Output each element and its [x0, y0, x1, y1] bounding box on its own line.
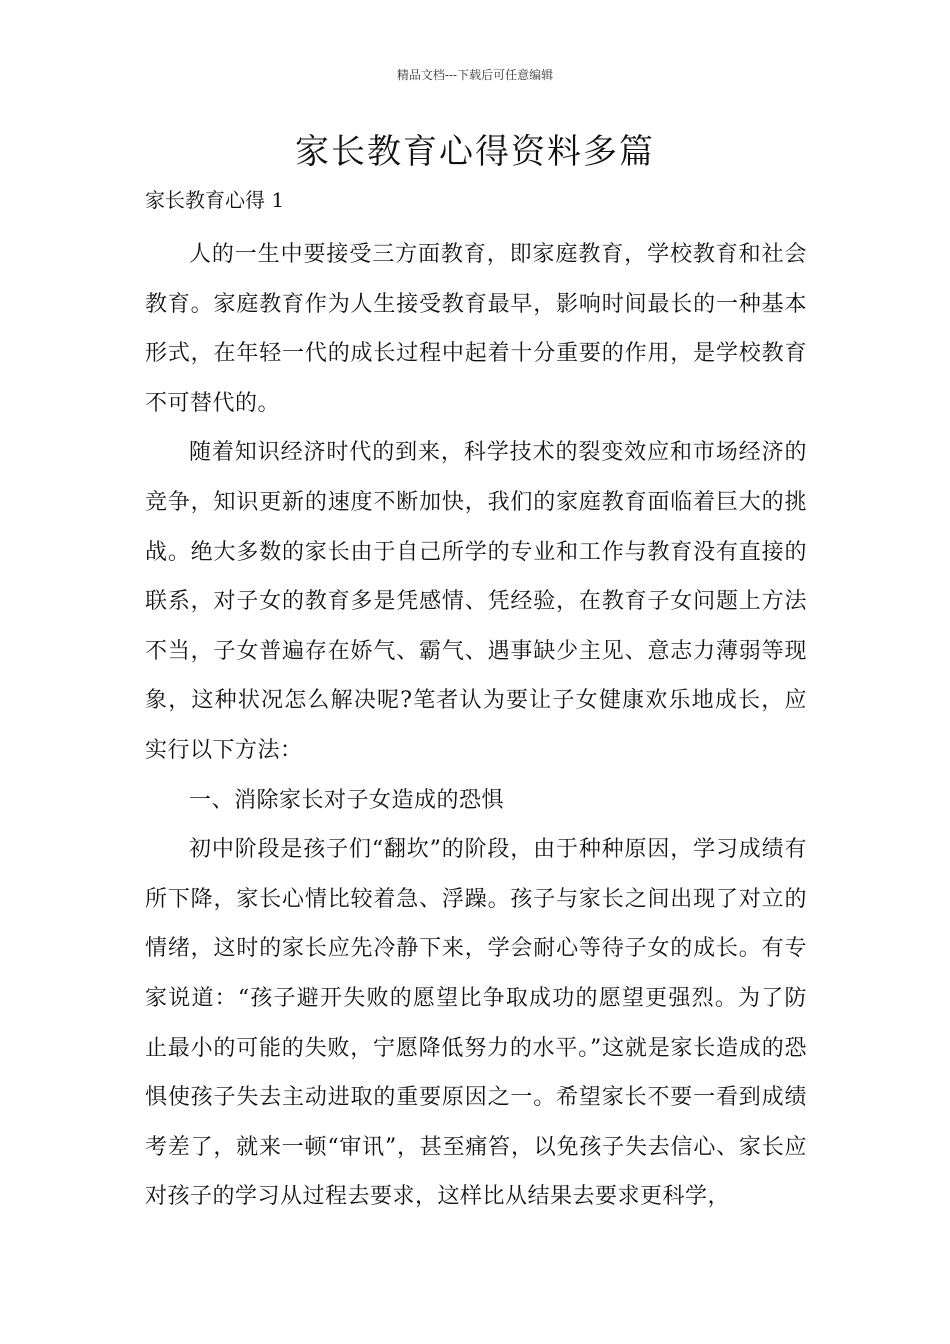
section-heading: 家长教育心得 1: [145, 188, 285, 212]
paragraph: 人的一生中要接受三方面教育，即家庭教育，学校教育和社会教育。家庭教育作为人生接受教育最早，影响时间最长的一种基本形式，在年轻一代的成长过程中起着十分重要的作用，是学校教育不可替代的。: [145, 242, 807, 416]
document-title: 家长教育心得资料多篇: [295, 132, 655, 172]
document-body: [145, 230, 807, 1222]
paragraph-heading: 一、消除家长对子女造成的恐惧: [189, 787, 505, 813]
paragraph: 随着知识经济时代的到来，科学技术的裂变效应和市场经济的竞争，知识更新的速度不断加快，我们的家庭教育面临着巨大的挑战。绝大多数的家长由于自己所学的专业和工作与教育没有直接的联系，对子女的教育多是凭感情、凭经验，在教育子女问题上方法不当，子女普遍存在娇气、霸气、遇事缺少主见、意志力薄弱等现象，这种状况怎么解决呢?笔者认为要让子女健康欢乐地成长，应实行以下方法：: [145, 440, 807, 763]
page-header: 精品文档---下载后可任意编辑: [396, 68, 554, 82]
paragraph: 初中阶段是孩子们“翻坎”的阶段，由于种种原因，学习成绩有所下降，家长心情比较着急、浮躁。孩子与家长之间出现了对立的情绪，这时的家长应先冷静下来，学会耐心等待子女的成长。有专家说道：“孩子避开失败的愿望比争取成功的愿望更强烈。为了防止最小的可能的失败，宁愿降低努力的水平。”这就是家长造成的恐惧使孩子失去主动进取的重要原因之一。希望家长不要一看到成绩考差了，就来一顿“审讯”，甚至痛笞，以免孩子失去信心、家长应对孩子的学习从过程去要求，这样比从结果去要求更科学，: [145, 837, 807, 1210]
